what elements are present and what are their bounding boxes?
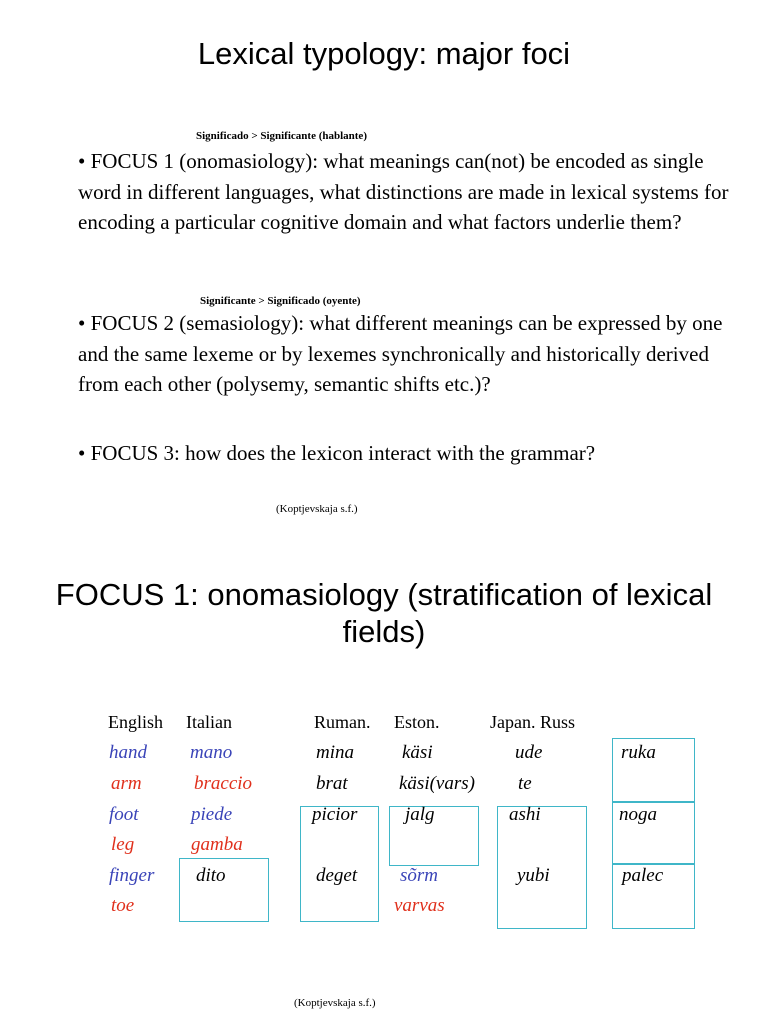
slide-title-onomasiology: FOCUS 1: onomasiology (stratification of lexical fields)	[55, 577, 713, 649]
cell-estonian-varvas: varvas	[394, 895, 445, 916]
cell-english-finger: finger	[109, 865, 155, 886]
cell-estonian-kasi: käsi	[402, 742, 433, 763]
cell-italian-gamba: gamba	[191, 834, 243, 855]
cell-estonian-kasivars: käsi(vars)	[399, 773, 475, 794]
header-romanian: Ruman.	[314, 712, 371, 732]
cell-english-leg: leg	[111, 834, 135, 855]
cell-italian-mano: mano	[190, 742, 233, 763]
focus1-caption: Significado > Significante (hablante)	[196, 130, 367, 142]
cell-japanese-ude: ude	[515, 742, 543, 763]
cell-romanian-picior: picior	[312, 804, 358, 825]
header-japanese-russian: Japan. Russ	[490, 712, 575, 732]
citation-slide2: (Koptjevskaja s.f.)	[294, 997, 376, 1009]
cell-italian-dito: dito	[196, 865, 226, 886]
slide-title-major-foci: Lexical typology: major foci	[197, 36, 571, 71]
cell-italian-braccio: braccio	[194, 773, 253, 794]
citation-slide1: (Koptjevskaja s.f.)	[276, 503, 358, 515]
focus2-caption: Significante > Significado (oyente)	[200, 295, 361, 307]
cell-estonian-jalg: jalg	[405, 804, 435, 825]
cell-russian-palec: palec	[622, 865, 664, 886]
cell-japanese-te: te	[518, 773, 532, 794]
cell-english-foot: foot	[109, 804, 139, 825]
cell-english-hand: hand	[109, 742, 147, 763]
header-estonian: Eston.	[394, 712, 440, 732]
cell-russian-ruka: ruka	[621, 742, 656, 763]
cell-russian-noga: noga	[619, 804, 657, 825]
cell-italian-piede: piede	[191, 804, 233, 825]
cell-romanian-mina: mina	[316, 742, 354, 763]
focus3-paragraph: • FOCUS 3: how does the lexicon interact with the grammar?	[78, 441, 596, 465]
cell-english-arm: arm	[111, 773, 142, 794]
focus2-paragraph: • FOCUS 2 (semasiology): what different meanings can be expressed by one and the same lexeme or by lexemes synchronically and historically derived from each other (polysemy, semantic shifts etc.)?	[78, 311, 723, 396]
header-italian: Italian	[186, 712, 232, 732]
cell-english-toe: toe	[111, 895, 135, 916]
cell-japanese-yubi: yubi	[517, 865, 550, 886]
focus1-paragraph: • FOCUS 1 (onomasiology): what meanings can(not) be encoded as single word in different languages, what distinctions are made in lexical systems for encoding a particular cognitive domain and what factors underlie them?	[78, 149, 729, 234]
cell-japanese-ashi: ashi	[509, 804, 541, 825]
cell-estonian-sorm: sõrm	[400, 865, 439, 886]
header-english: English	[108, 712, 164, 732]
cell-romanian-brat: brat	[316, 773, 348, 794]
cell-romanian-deget: deget	[316, 865, 358, 886]
